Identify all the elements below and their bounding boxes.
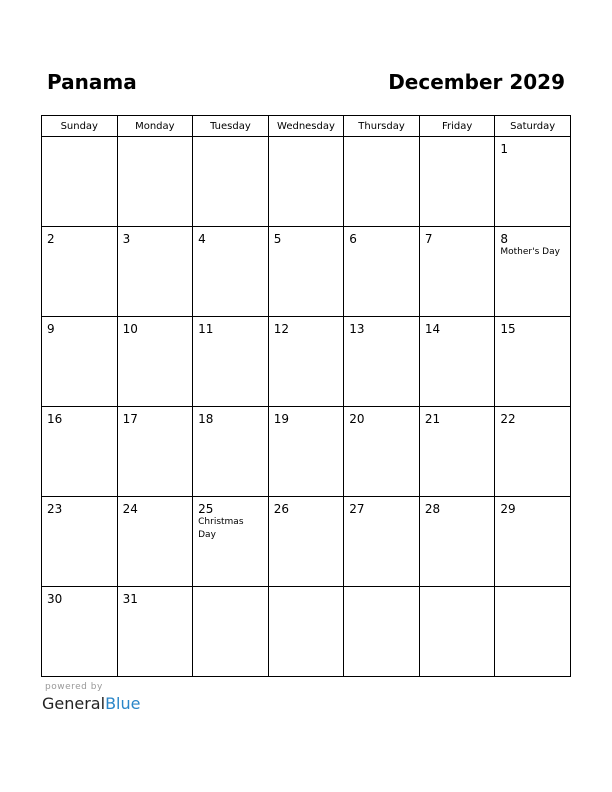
day-cell: [419, 407, 495, 497]
day-number: 12: [273, 322, 289, 336]
day-number: 24: [122, 502, 138, 516]
day-cell: [495, 317, 571, 407]
weekday-friday: Friday: [419, 116, 495, 137]
week-row: [42, 227, 571, 317]
day-cell: [344, 407, 420, 497]
generalblue-logo: [42, 694, 140, 713]
weekday-saturday: Saturday: [495, 116, 571, 137]
day-cell: [193, 497, 269, 587]
day-number: 22: [500, 412, 516, 426]
day-number: 1: [500, 142, 509, 156]
day-cell: [268, 497, 344, 587]
day-cell: [344, 497, 420, 587]
day-number: 27: [349, 502, 365, 516]
day-number: 11: [198, 322, 214, 336]
holiday-label: Mother's Day: [500, 247, 560, 257]
day-cell: [268, 317, 344, 407]
day-cell: [268, 407, 344, 497]
day-number: 31: [122, 592, 138, 606]
day-number: 13: [349, 322, 365, 336]
day-cell: [495, 497, 571, 587]
holiday-label: Christmas Day: [198, 517, 244, 540]
day-number: 6: [349, 232, 357, 246]
day-cell: [193, 317, 269, 407]
day-cell: [344, 227, 420, 317]
day-number: 10: [122, 322, 138, 336]
day-cell: [495, 137, 571, 227]
day-number: [344, 137, 419, 142]
week-row: [42, 407, 571, 497]
day-number: 20: [349, 412, 365, 426]
day-cell: [42, 587, 118, 677]
day-number: 5: [273, 232, 282, 246]
day-number: 3: [122, 232, 131, 246]
day-cell: [344, 137, 420, 227]
day-number: 2: [47, 232, 55, 246]
week-row: [42, 317, 571, 407]
week-row: [42, 587, 571, 677]
day-cell: [419, 497, 495, 587]
weekday-thursday: Thursday: [344, 116, 420, 137]
day-number: 29: [500, 502, 516, 516]
day-number: [193, 137, 268, 142]
day-cell: [495, 407, 571, 497]
day-number: 25: [198, 502, 214, 516]
day-number: 15: [500, 322, 516, 336]
day-cell: [344, 317, 420, 407]
day-number: [420, 587, 495, 592]
brand-blue-text: Blue: [105, 694, 141, 713]
day-cell: [42, 317, 118, 407]
day-cell: [42, 407, 118, 497]
day-number: [42, 137, 117, 142]
day-number: 9: [47, 322, 55, 336]
week-row: [42, 137, 571, 227]
day-cell: [193, 227, 269, 317]
day-cell: [268, 227, 344, 317]
day-cell: [419, 317, 495, 407]
day-number: [420, 137, 495, 142]
day-number: [495, 587, 570, 592]
day-number: [118, 137, 193, 142]
day-cell: [117, 407, 193, 497]
day-number: 14: [424, 322, 441, 336]
day-number: 26: [273, 502, 289, 516]
month-title: December 2029: [388, 70, 565, 94]
day-cell: [117, 497, 193, 587]
weekday-tuesday: Tuesday: [193, 116, 269, 137]
calendar-grid: [41, 115, 571, 677]
day-cell: [117, 587, 193, 677]
day-cell: [117, 227, 193, 317]
day-cell: [193, 407, 269, 497]
weekday-sunday: Sunday: [42, 116, 118, 137]
day-number: [269, 137, 344, 142]
day-number: 23: [47, 502, 63, 516]
day-number: 7: [424, 232, 433, 246]
day-number: 8: [500, 232, 509, 246]
day-number: 21: [424, 412, 441, 426]
day-cell: [419, 227, 495, 317]
day-cell: [42, 497, 118, 587]
day-cell: [419, 587, 495, 677]
day-cell: [193, 587, 269, 677]
day-number: 4: [198, 232, 206, 246]
powered-by-label: powered by: [45, 682, 103, 692]
day-cell: [495, 587, 571, 677]
day-cell: [344, 587, 420, 677]
day-cell: [117, 137, 193, 227]
day-cell: [193, 137, 269, 227]
weekday-monday: Monday: [117, 116, 193, 137]
day-number: [344, 587, 419, 592]
day-number: 28: [424, 502, 441, 516]
day-number: [193, 587, 268, 592]
week-row: [42, 497, 571, 587]
country-title: Panama: [47, 70, 137, 94]
day-cell: [42, 227, 118, 317]
day-cell: [495, 227, 571, 317]
day-cell: [268, 137, 344, 227]
weekday-wednesday: Wednesday: [268, 116, 344, 137]
day-cell: [117, 317, 193, 407]
weekday-header-row: [42, 116, 571, 137]
day-number: 18: [198, 412, 214, 426]
day-cell: [268, 587, 344, 677]
day-number: [269, 587, 344, 592]
day-number: 19: [273, 412, 289, 426]
brand-general-text: General: [42, 694, 106, 713]
day-number: 17: [122, 412, 138, 426]
day-cell: [42, 137, 118, 227]
day-cell: [419, 137, 495, 227]
day-number: 30: [47, 592, 63, 606]
day-number: 16: [47, 412, 63, 426]
